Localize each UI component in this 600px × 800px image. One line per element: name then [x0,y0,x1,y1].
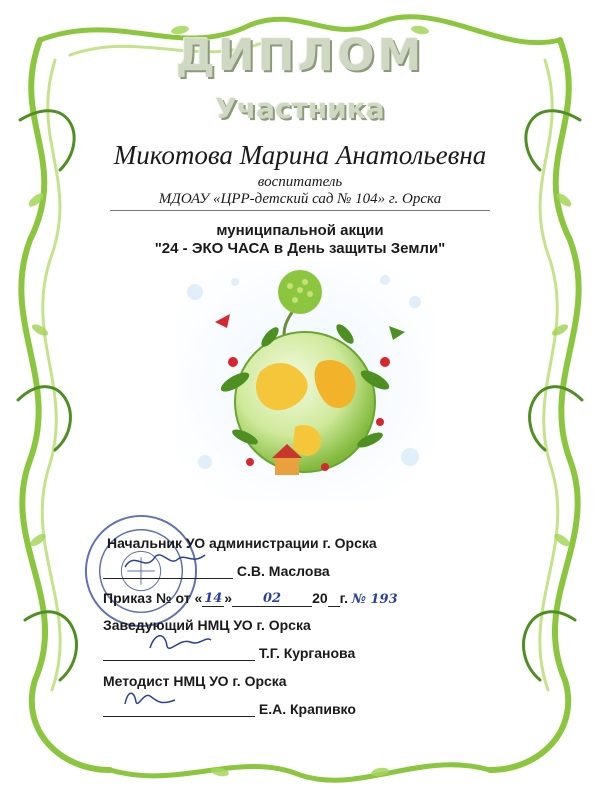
order-mid: » [224,590,233,606]
methodist-signature-line [103,716,255,717]
event-name: "24 - ЭКО ЧАСА в День защиты Земли" [154,240,446,257]
order-row [103,589,398,607]
nmc-head-signature-row [103,645,355,661]
order-day: 14 [204,591,223,606]
nmc-head-handwritten-signature [145,628,215,656]
methodist-handwritten-signature [120,684,180,712]
methodist-name: Е.А. Крапивко [258,701,356,717]
diploma-subtitle: Участника [215,92,385,125]
recipient-name: Микотова Марина Анатольевна [113,140,487,170]
order-number: № 193 [351,592,398,607]
nmc-head-signature-line [103,660,255,661]
head-signature-line [103,578,233,579]
eco-earth-illustration [175,262,435,502]
order-month-field [232,589,312,607]
nmc-head-title: Заведующий НМЦ УО г. Орска [103,617,311,633]
order-year-prefix: 20 [312,590,328,606]
nmc-head-name: Т.Г. Курганова [258,645,356,661]
recipient-organization: МДОАУ «ЦРР-детский сад № 104» г. Орска [158,191,442,207]
recipient-position: воспитатель [257,174,343,190]
head-handwritten-signature [120,545,210,575]
head-title: Начальник УО администрации г. Орска [107,535,377,551]
methodist-title: Методист НМЦ УО г. Орска [103,673,287,689]
event-type: муниципальной акции [216,222,384,239]
order-year-suffix: г. [339,590,348,606]
order-prefix: Приказ № от « [103,590,203,606]
order-year-field [328,606,340,607]
order-month: 02 [263,591,282,606]
organization-underline [110,210,490,211]
order-day-field [202,589,224,607]
diploma-title: ДИПЛОМ [175,30,425,81]
head-name: С.В. Маслова [236,563,330,579]
